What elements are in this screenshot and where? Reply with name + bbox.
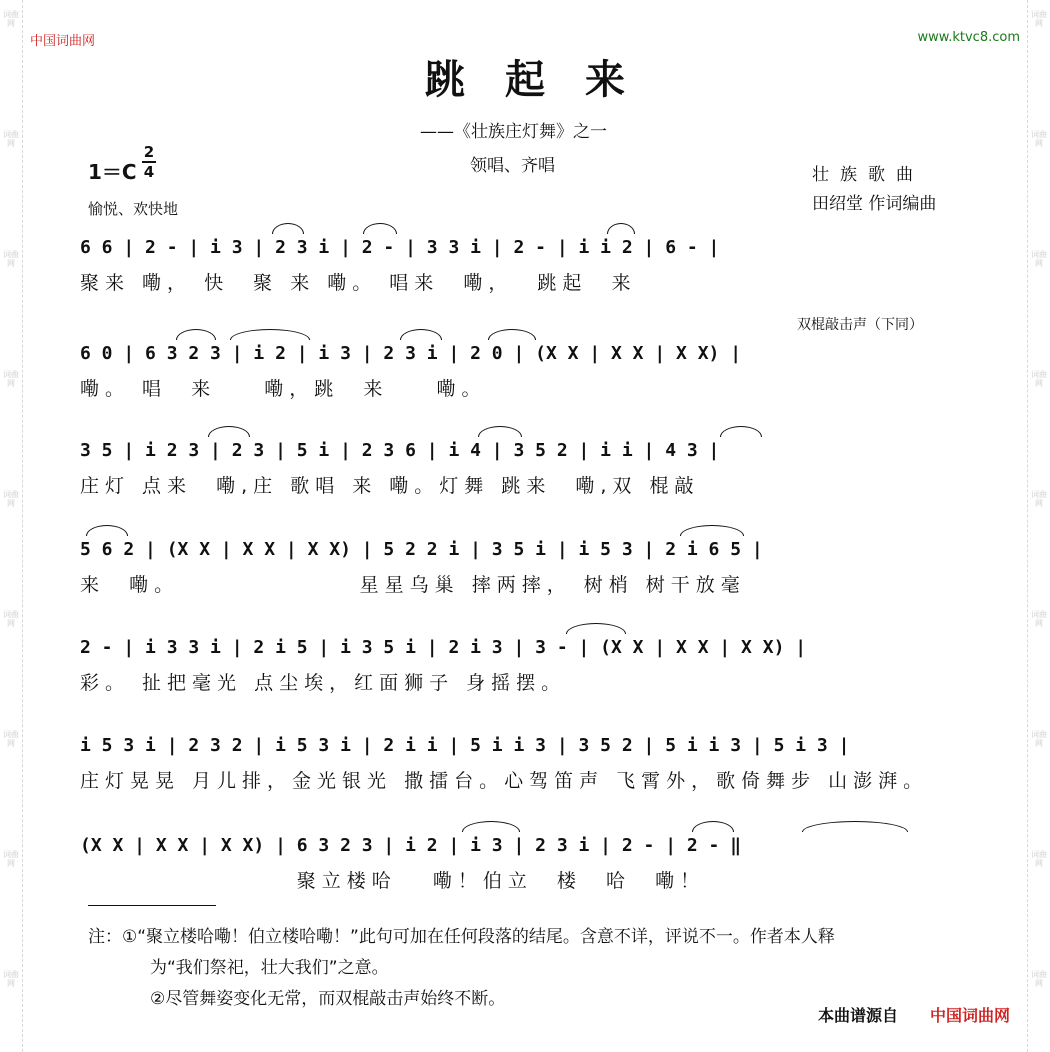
footnote-1-continued: 为“我们祭祀，壮大我们”之意。: [150, 958, 389, 978]
side-mark: 词曲网: [1031, 130, 1047, 148]
song-title: 跳起来: [425, 56, 665, 103]
slur: [607, 223, 635, 234]
notation-line: 2 - | i 3 3 i | 2 i 5 | i 3 5 i | 2 i 3 | 3 - | (X X | X X | X X) |: [80, 637, 807, 658]
side-mark: 词曲网: [1031, 970, 1047, 988]
side-mark: 词曲网: [1031, 730, 1047, 748]
footnote-2: ②尽管舞姿变化无常，而双棍敲击声始终不断。: [150, 989, 506, 1009]
lyrics-line: 来 嘞。 星星乌巢 摔两摔， 树梢 树干放毫: [80, 574, 746, 596]
slur: [488, 329, 536, 340]
lyrics-line: 庄灯晃晃 月儿排，金光银光 撒擂台。心驾笛声 飞霄外，歌倚舞步 山澎湃。: [80, 770, 929, 792]
notes-divider: [88, 905, 216, 906]
side-mark: 词曲网: [1031, 370, 1047, 388]
lyrics-line: 庄灯 点来 嘞,庄 歌唱 来 嘞。灯舞 跳来 嘞,双 棍敲: [80, 475, 700, 497]
slur: [692, 821, 734, 832]
time-bottom: 4: [143, 163, 155, 181]
side-mark: 词曲网: [3, 850, 19, 868]
side-mark: 词曲网: [3, 490, 19, 508]
side-mark: 词曲网: [3, 730, 19, 748]
lyrics-line: 聚立楼哈 嘞！伯立 楼 哈 嘞！: [80, 870, 706, 892]
slur: [363, 223, 397, 234]
slur: [86, 525, 128, 536]
slur: [680, 525, 744, 536]
notation-line: 6 0 | 6 3 2 3 | i 2 | i 3 | 2 3 i | 2 0 | (X X | X X | X X) |: [80, 343, 742, 364]
footnote-1: 注：①“聚立楼哈嘞！伯立楼哈嘞！”此句可加在任何段落的结尾。含意不详，评说不一。作者本人释: [88, 927, 835, 947]
side-mark: 词曲网: [3, 250, 19, 268]
slur: [720, 426, 762, 437]
slur: [176, 329, 216, 340]
lyrics-line: 聚来 嘞， 快 聚 来 嘞。 唱来 嘞， 跳起 来: [80, 272, 637, 294]
side-mark: 词曲网: [1031, 490, 1047, 508]
percussion-annotation: 双棍敲击声（下同）: [797, 317, 923, 333]
side-mark: 词曲网: [1031, 250, 1047, 268]
source-site-link[interactable]: 中国词曲网: [930, 1006, 1011, 1025]
side-mark: 词曲网: [3, 370, 19, 388]
notation-line: 6 6 | 2 - | i 3 | 2 3 i | 2 - | 3 3 i | 2 - | i i 2 | 6 - |: [80, 237, 720, 258]
key-signature: 1＝C: [88, 160, 137, 184]
side-mark: 词曲网: [3, 130, 19, 148]
side-mark: 词曲网: [3, 10, 19, 28]
notation-line: 3 5 | i 2 3 | 2 3 | 5 i | 2 3 6 | i 4 | 3 5 2 | i i | 4 3 |: [80, 440, 720, 461]
right-watermark-strip: [1027, 0, 1050, 1052]
notation-line: i 5 3 i | 2 3 2 | i 5 3 i | 2 i i | 5 i i 3 | 3 5 2 | 5 i i 3 | 5 i 3 |: [80, 735, 850, 756]
slur: [478, 426, 522, 437]
side-mark: 词曲网: [1031, 10, 1047, 28]
slur: [566, 623, 626, 634]
site-url-link[interactable]: www.ktvc8.com: [917, 30, 1020, 45]
source-label: 本曲谱源自: [818, 1006, 899, 1025]
lyrics-line: 彩。 扯把毫光 点尘埃，红面狮子 身摇摆。: [80, 672, 567, 694]
notation-line: 5 6 2 | (X X | X X | X X) | 5 2 2 i | 3 5 i | i 5 3 | 2 i 6 5 |: [80, 539, 763, 560]
genre-credit: 壮族歌曲: [812, 165, 924, 185]
time-signature: [142, 144, 156, 180]
tempo-marking: 愉悦、欢快地: [88, 200, 179, 218]
side-mark: 词曲网: [1031, 850, 1047, 868]
author-credit: 田绍堂 作词编曲: [812, 194, 937, 214]
performers: 领唱、齐唱: [470, 156, 555, 176]
side-mark: 词曲网: [3, 610, 19, 628]
song-subtitle: ——《壮族庄灯舞》之一: [420, 122, 607, 142]
time-top: 2: [143, 143, 155, 161]
slur: [400, 329, 442, 340]
slur: [230, 329, 310, 340]
side-mark: 词曲网: [1031, 610, 1047, 628]
site-name-link[interactable]: 中国词曲网: [30, 34, 96, 49]
slur: [208, 426, 250, 437]
slur: [802, 821, 908, 832]
lyrics-line: 嘞。 唱 来 嘞，跳 来 嘞。: [80, 378, 487, 400]
side-mark: 词曲网: [3, 970, 19, 988]
slur: [462, 821, 520, 832]
left-watermark-strip: [0, 0, 23, 1052]
slur: [272, 223, 304, 234]
notation-line: (X X | X X | X X) | 6 3 2 3 | i 2 | i 3 | 2 3 i | 2 - | 2 - ‖: [80, 835, 742, 856]
